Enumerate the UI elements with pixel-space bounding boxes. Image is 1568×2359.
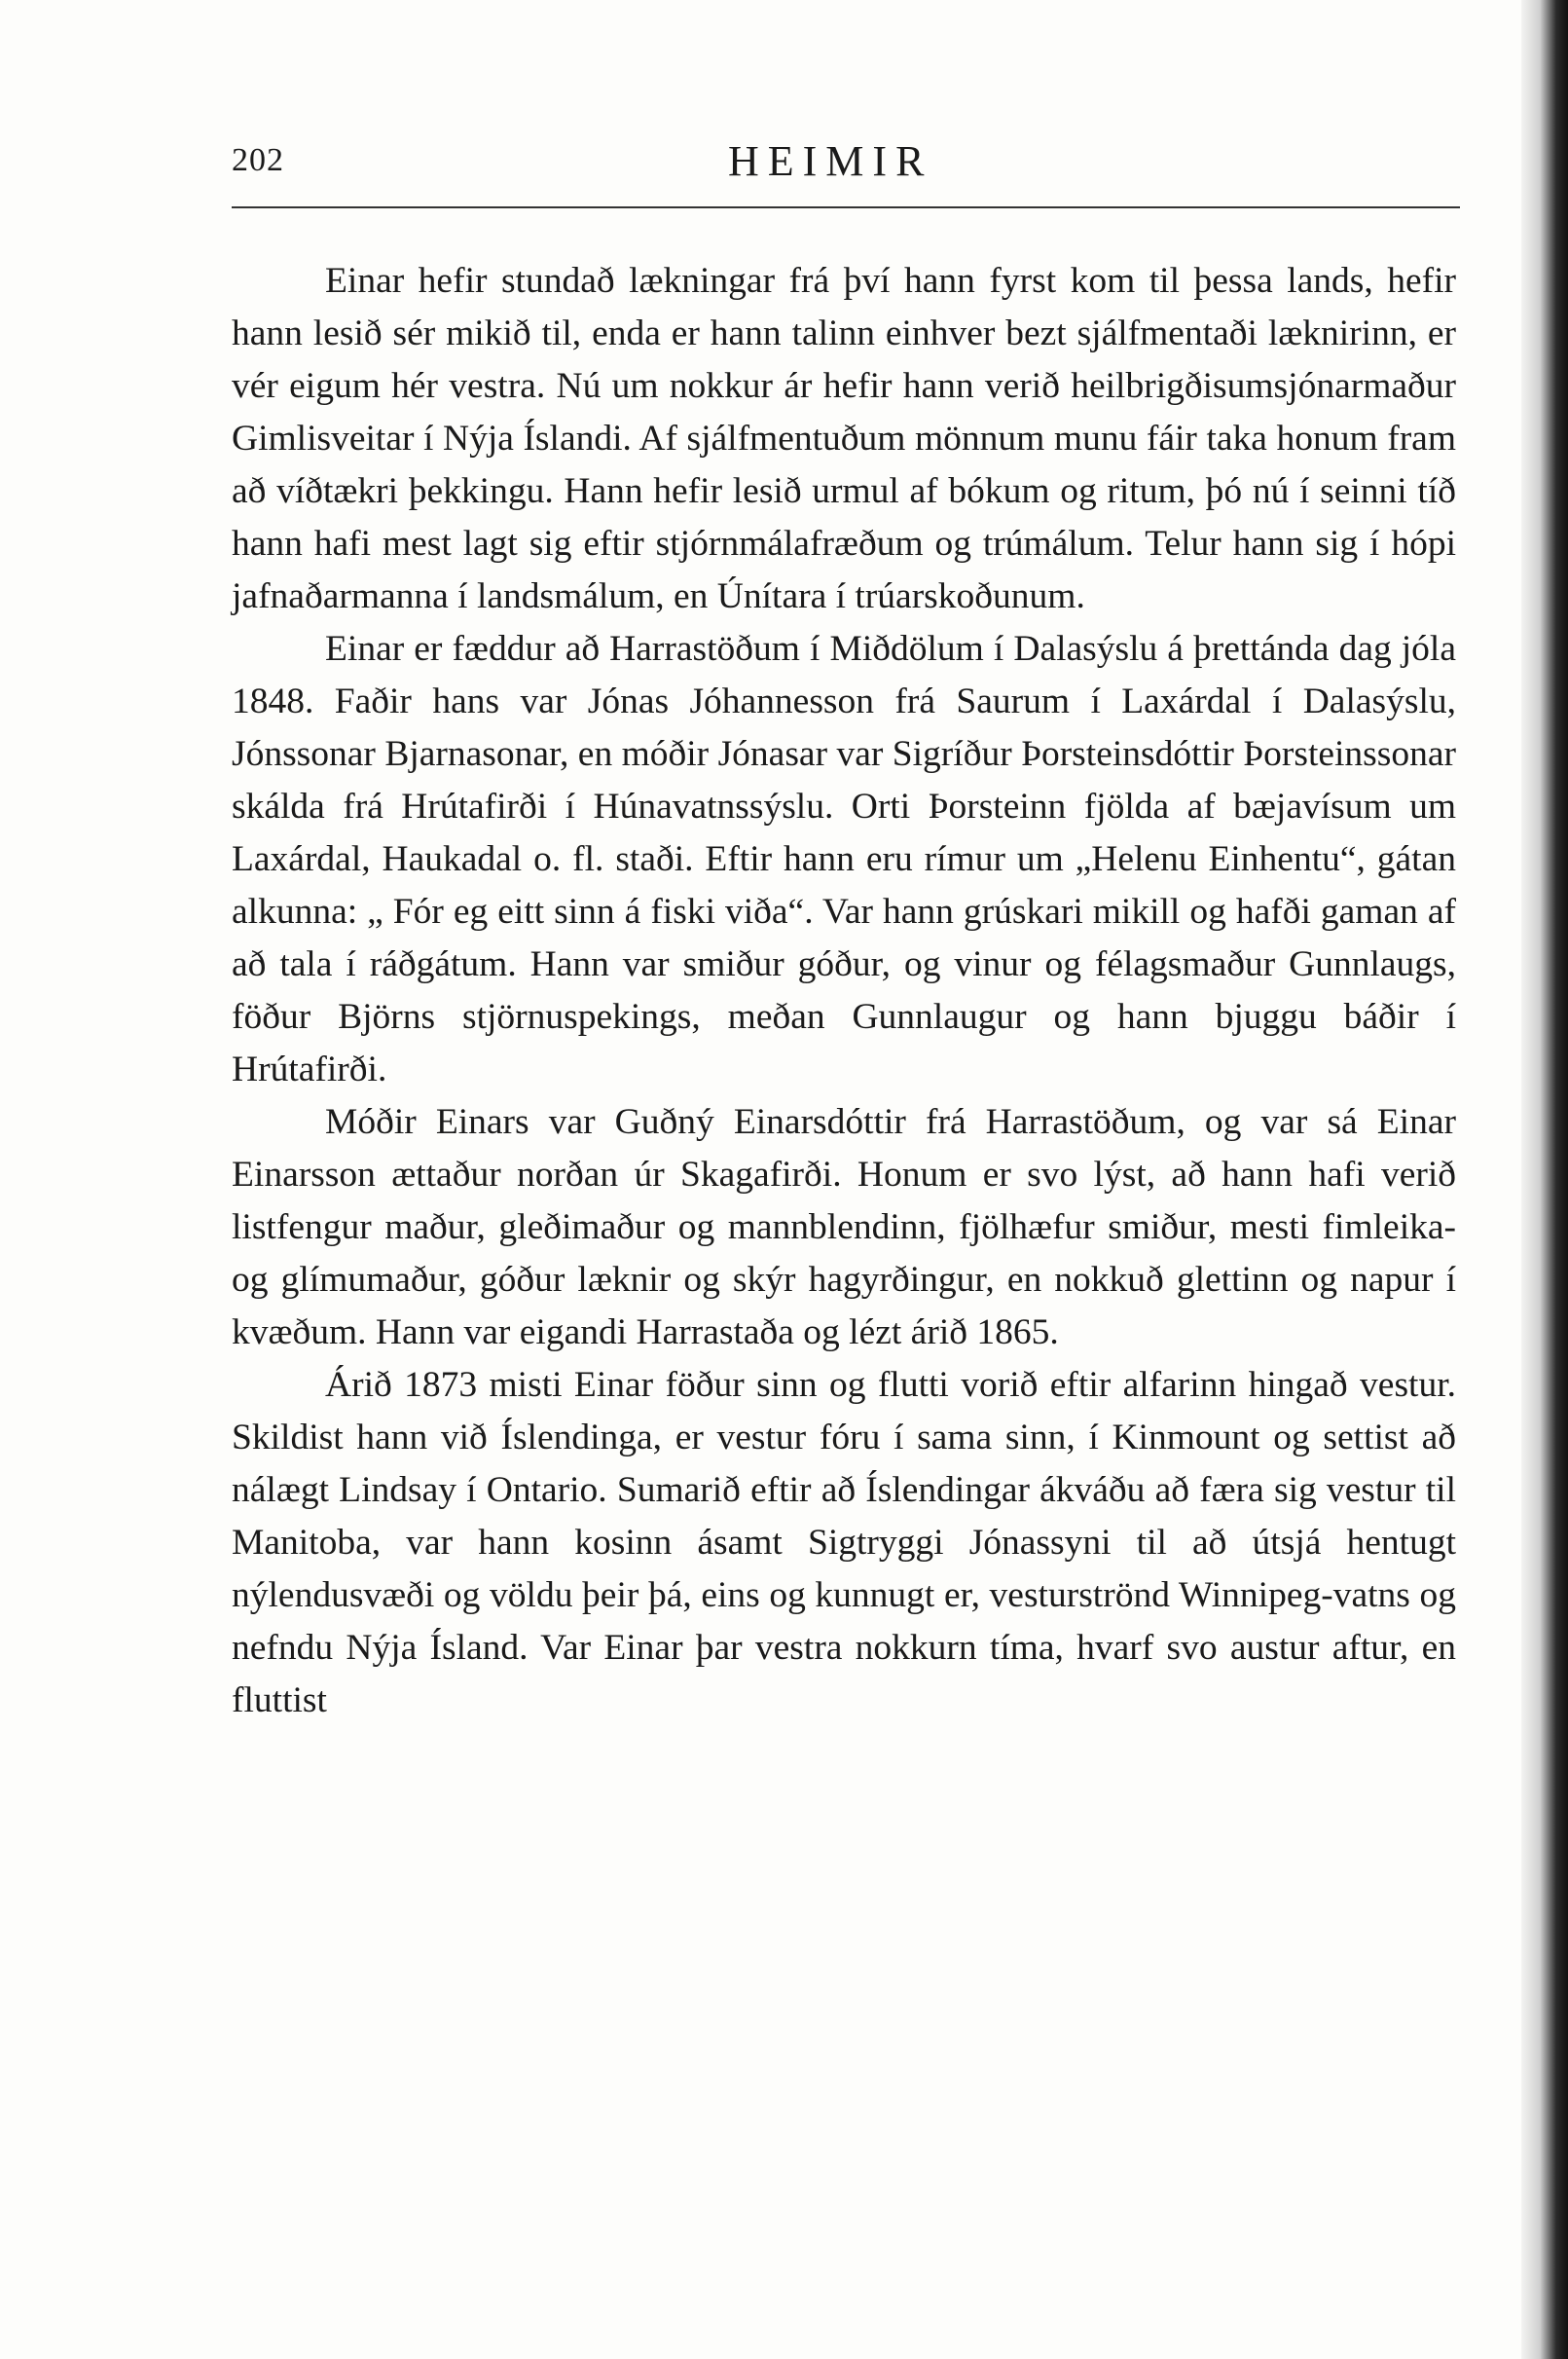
header-rule <box>232 206 1460 208</box>
paragraph: Árið 1873 misti Einar föður sinn og flutti vorið eftir alfarinn hingað vestur. Skildist hann við Íslendinga, er vestur fóru í sama sinn, í Kinmount og settist að nálægt Lindsay í Ontario. Sumarið eftir að Íslendingar ákváðu að færa sig vestur til Manitoba, var hann kosinn ásamt Sigtryggi Jónassyni til að útsjá hentugt nýlendusvæði og völdu þeir þá, eins og kunnugt er, vesturströnd Winnipeg-vatns og nefndu Nýja Ísland. Var Einar þar vestra nokkurn tíma, hvarf svo austur aftur, en fluttist <box>232 1365 1456 1720</box>
paragraph: Móðir Einars var Guðný Einarsdóttir frá Harrastöðum, og var sá Einar Einarsson ættaður norðan úr Skagafirði. Honum er svo lýst, að hann hafi verið listfengur maður, gleðimaður og mannblendinn, fjölhæfur smiður, mesti fimleika- og glímumaður, góður læknir og skýr hagyrðingur, en nokkuð glettinn og napur í kvæðum. Hann var eigandi Harrastaða og lézt árið 1865. <box>232 1102 1456 1352</box>
book-spine-edge <box>1521 0 1568 2359</box>
page-number: 202 <box>232 142 284 178</box>
running-title: HEIMIR <box>728 137 933 185</box>
paragraph: Einar hefir stundað lækningar frá því hann fyrst kom til þessa lands, hefir hann lesið sér mikið til, enda er hann talinn einhver bezt sjálfmentaði læknirinn, er vér eigum hér vestra. Nú um nokkur ár hefir hann verið heilbrigðisumsjónarmaður Gimlisveitar í Nýja Íslandi. Af sjálfmentuðum mönnum munu fáir taka honum fram að víðtækri þekkingu. Hann hefir lesið urmul af bókum og ritum, þó nú í seinni tíð hann hafi mest lagt sig eftir stjórnmálafræðum og trúmálum. Telur hann sig í hópi jafnaðarmanna í landsmálum, en Únítara í trúarskoðunum. <box>232 261 1456 616</box>
paragraph: Einar er fæddur að Harrastöðum í Miðdölum í Dalasýslu á þrettánda dag jóla 1848. Faðir hans var Jónas Jóhannesson frá Saurum í Laxárdal í Dalasýslu, Jónssonar Bjarnasonar, en móðir Jónasar var Sigríður Þorsteinsdóttir Þorsteinssonar skálda frá Hrútafirði í Húnavatnssýslu. Orti Þorsteinn fjölda af bæjavísum um Laxárdal, Haukadal o. fl. staði. Eftir hann eru rímur um „Helenu Einhentu“, gátan alkunna: „ Fór eg eitt sinn á fiski viða“. Var hann grúskari mikill og hafði gaman af að tala í ráðgátum. Hann var smiður góður, og vinur og félagsmaður Gunnlaugs, föður Björns stjörnuspekings, meðan Gunnlaugur og hann bjuggu báðir í Hrútafirði. <box>232 629 1456 1089</box>
page-header <box>232 136 1460 195</box>
body-text <box>232 255 1456 1727</box>
